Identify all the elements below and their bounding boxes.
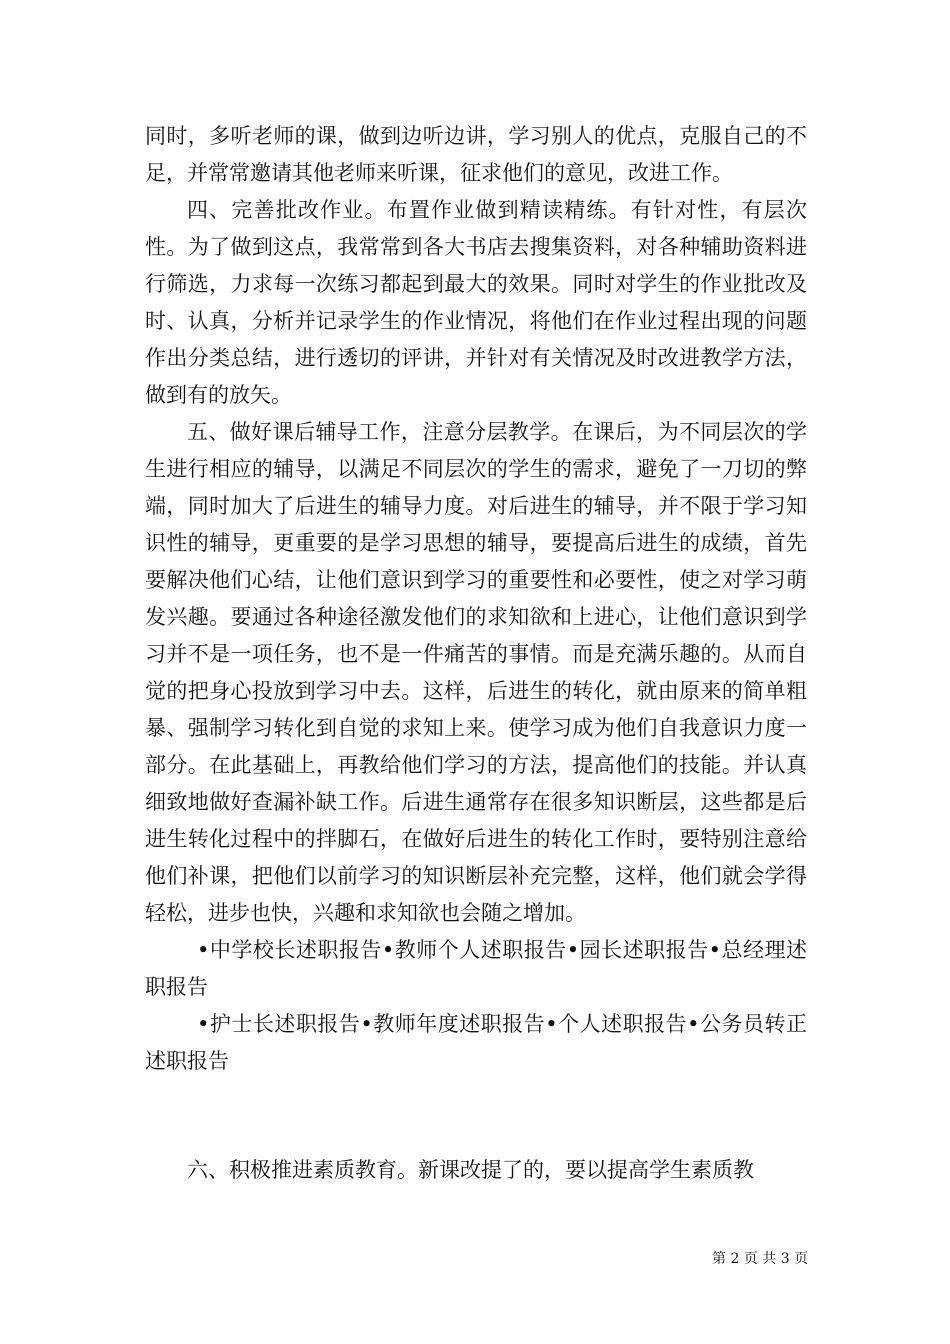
paragraph-quality-education: 六、积极推进素质教育。新课改提了的，要以提高学生素质教 [187, 1158, 754, 1182]
paragraph-tutoring: 五、做好课后辅导工作，注意分层教学。在课后，为不同层次的学生进行相应的辅导，以满足不同层次的学生的需求，避免了一刀切的弊端，同时加大了后进生的辅导力度。对后进生的辅导，并不限于学习知识性的辅导，更重要的是学习思想的辅导，要提高后进生的成绩，首先要解决他们心结，让他们意识到学习的重要性和必要性，使之对学习萌发兴趣。要通过各种途径激发他们的求知欲和上进心，让他们意识到学习并不是一项任务，也不是一件痛苦的事情。而是充满乐趣的。从而自觉的把身心投放到学习中去。这样，后进生的转化，就由原来的简单粗暴、强制学习转化到自觉的求知上来。使学习成为他们自我意识力度一部分。在此基础上，再教给他们学习的方法，提高他们的技能。并认真细致地做好查漏补缺工作。后进生通常存在很多知识断层，这些都是后进生转化过程中的拌脚石，在做好后进生的转化工作时，要特别注意给他们补课，把他们以前学习的知识断层补充完整，这样，他们就会学得轻松，进步也快，兴趣和求知欲也会随之增加。 [145, 420, 807, 925]
paragraph-continuation: 同时，多听老师的课，做到边听边讲，学习别人的优点，克服自己的不足，并常常邀请其他老师来听课，征求他们的意见，改进工作。 [145, 124, 807, 185]
paragraph-homework: 四、完善批改作业。布置作业做到精读精练。有针对性，有层次性。为了做到这点，我常常到各大书店去搜集资料，对各种辅助资料进行筛选，力求每一次练习都起到最大的效果。同时对学生的作业批改及时、认真，分析并记录学生的作业情况，将他们在作业过程出现的问题作出分类总结，进行透切的评讲，并针对有关情况及时改进教学方法，做到有的放矢。 [145, 198, 807, 407]
page-number-footer: 第 2 页 共 3 页 [712, 1251, 809, 1267]
document-body [145, 118, 807, 1189]
section-gap [145, 1080, 807, 1152]
related-links-row-1[interactable]: •中学校长述职报告•教师个人述职报告•园长述职报告•总经理述职报告 [145, 938, 807, 999]
related-links-row-2[interactable]: •护士长述职报告•教师年度述职报告•个人述职报告•公务员转正述职报告 [145, 1012, 807, 1073]
